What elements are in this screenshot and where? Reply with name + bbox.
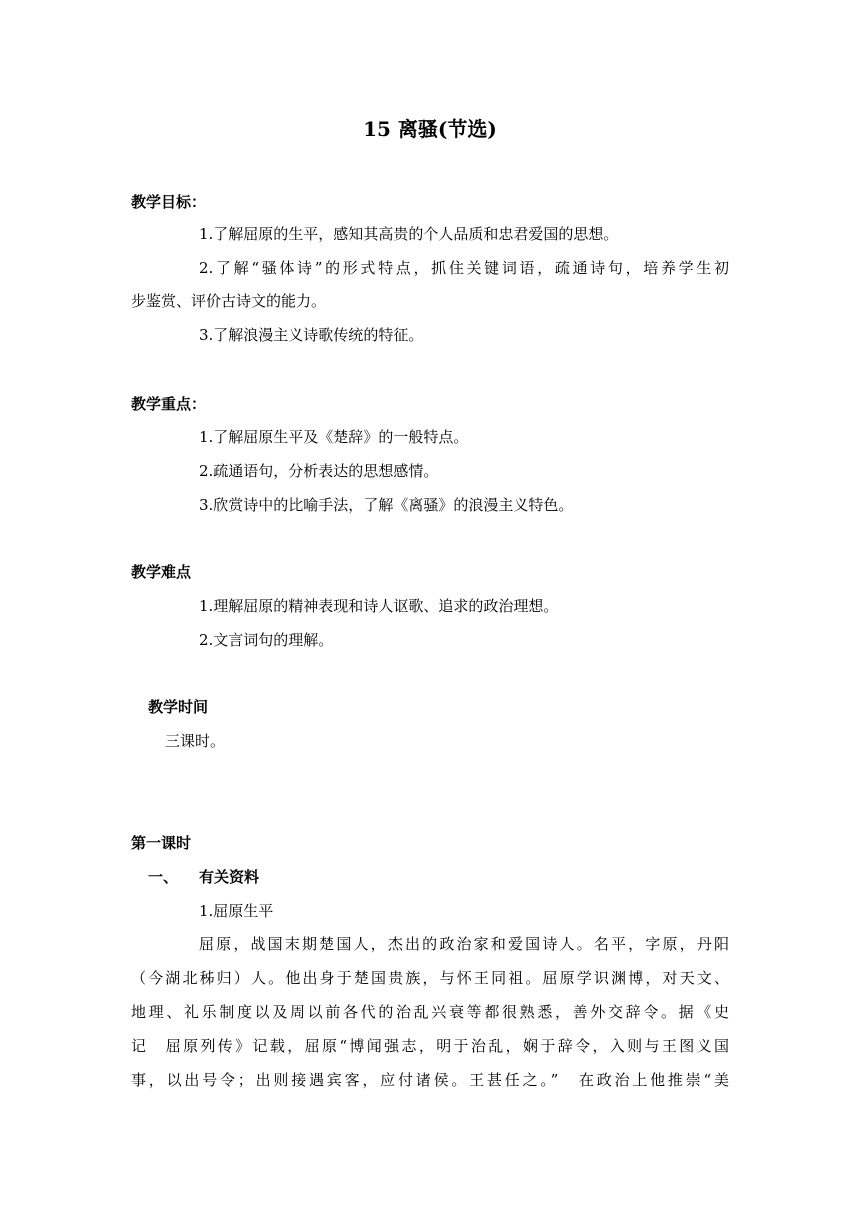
document-title: 15 离骚(节选) bbox=[363, 117, 497, 141]
time-value: 三课时。 bbox=[165, 732, 226, 750]
paragraph-line-1: 屈原，战国末期楚国人，杰出的政治家和爱国诗人。名平，字原，丹阳 bbox=[199, 935, 729, 953]
objective-item-3: 3.了解浪漫主义诗歌传统的特征。 bbox=[199, 326, 424, 344]
paragraph-line-3: 地理、礼乐制度以及周以前各代的治乱兴衰等都很熟悉，善外交辞令。据《史 bbox=[131, 1003, 729, 1021]
objective-item-1: 1.了解屈原的生平，感知其高贵的个人品质和忠君爱国的思想。 bbox=[199, 225, 619, 243]
objectives-heading: 教学目标： bbox=[131, 193, 207, 211]
difficulties-heading: 教学难点 bbox=[131, 563, 192, 581]
key-point-item-1: 1.了解屈原生平及《楚辞》的一般特点。 bbox=[199, 428, 469, 446]
objective-item-2-line-1: 2.了解“骚体诗”的形式特点，抓住关键词语，疏通诗句，培养学生初 bbox=[199, 259, 729, 277]
lesson-1-heading: 第一课时 bbox=[131, 834, 192, 852]
key-point-item-2: 2.疏通语句，分析表达的思想感情。 bbox=[199, 462, 439, 480]
paragraph-line-5: 事，以出号令；出则接遇宾客，应付诸侯。王甚任之。” 在政治上他推崇“美 bbox=[131, 1071, 729, 1089]
section-number: 一、 bbox=[148, 868, 179, 886]
subheading-biography: 1.屈原生平 bbox=[199, 902, 274, 920]
key-point-item-3: 3.欣赏诗中的比喻手法，了解《离骚》的浪漫主义特色。 bbox=[199, 496, 574, 514]
paragraph-line-4: 记 屈原列传》记载，屈原“博闻强志，明于治乱，娴于辞令，入则与王图义国 bbox=[131, 1037, 729, 1055]
difficulty-item-1: 1.理解屈原的精神表现和诗人讴歌、追求的政治理想。 bbox=[199, 597, 559, 615]
key-points-heading: 教学重点： bbox=[131, 395, 207, 413]
paragraph-line-2: （今湖北秭归）人。他出身于楚国贵族，与怀王同祖。屈原学识渊博，对天文、 bbox=[131, 969, 729, 987]
section-title: 有关资料 bbox=[199, 868, 260, 886]
time-heading: 教学时间 bbox=[148, 698, 209, 716]
objective-item-2-line-2: 步鉴赏、评价古诗文的能力。 bbox=[131, 292, 327, 310]
difficulty-item-2: 2.文言词句的理解。 bbox=[199, 631, 334, 649]
